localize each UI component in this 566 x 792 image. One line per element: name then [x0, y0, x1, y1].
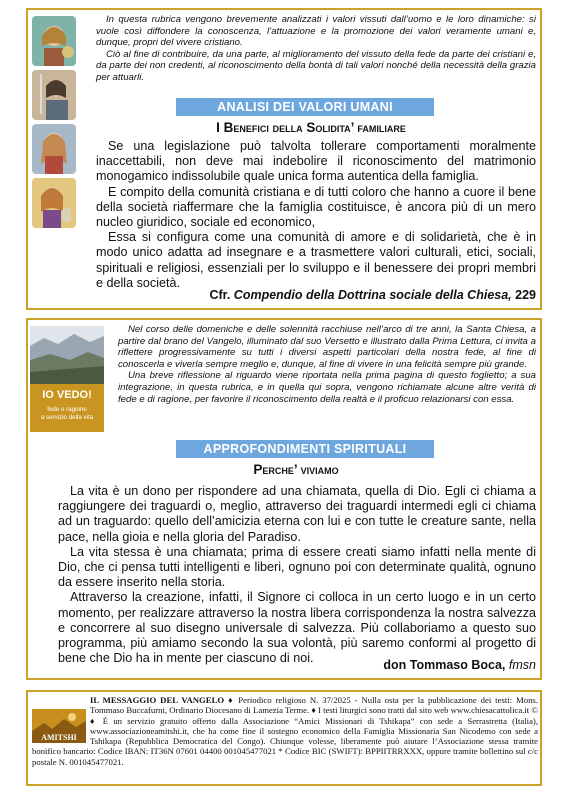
article-title: I Benefici della Solidita’ familiare — [216, 120, 406, 135]
article-body — [58, 484, 536, 666]
body-paragraph: La vita è un dono per rispondere ad una chiamata, quella di Dio. Egli ci chiama a raggiungere dei traguardi o, meglio, attraverso dei traguardi intermedi egli ci chiama ad un traguardo: quello dell’amicizia eterna con lui e con tutte le creature sante, nella pace, nella gioia e nella gloria del Paradiso. — [58, 484, 536, 544]
portrait-woman-mirror-image — [32, 16, 76, 66]
spiritual-section — [26, 318, 542, 680]
signature — [58, 658, 536, 672]
io-vedo-logo — [30, 326, 104, 432]
body-paragraph: Essa si configura come una comunità di amore e di solidarietà, che è in modo unico adatta ad insegnare e a trasmettere valori culturali, etici, sociali, spirituali e religiosi, essenziali per lo sviluppo e il benessere dei propri membri e della società. — [96, 230, 536, 290]
article-title: Perche’ viviamo — [253, 462, 339, 477]
body-paragraph: E compito della comunità cristiana e di tutti coloro che hanno a cuore il bene della società riaffermare che la famiglia costituisce, è ancora più di un mero nucleo giuridico, sociale ed economico, — [96, 184, 536, 230]
footer-box — [26, 690, 542, 786]
masthead: IL MESSAGGIO DEL VANGELO — [90, 695, 225, 705]
body-paragraph: Se una legislazione può talvolta tollerare comportamenti moralmente inaccettabili, non deve mai indebolire il riconoscimento del matrimonio monogamico indissolubile quale unica forma autentica della famiglia. — [96, 139, 536, 184]
portrait-woman-sword-image — [32, 70, 76, 120]
body-paragraph: La vita stessa è una chiamata; prima di essere creati siamo infatti nella mente di Dio, che ci pensa tutti intelligenti e liberi, ognuno poi con determinate qualità, ognuno da essere inserito nella storia. — [58, 544, 536, 590]
logo-subtitle — [30, 401, 104, 422]
signature-name: don Tommaso Boca, — [383, 658, 506, 672]
intro-paragraph: Una breve riflessione al riguardo viene riportata nella prima pagina di questo foglietto; a sua integrazione, in questa rubrica, e in quella qui sopra, vengono richiamate alcune altre verità di fede e di ragione, per favorire il riconoscimento della realtà e il proficuo relazionarsi con essa. — [118, 370, 536, 405]
footer-text — [32, 695, 538, 767]
logo-line: fede e ragione — [47, 406, 87, 413]
logo-text: AMITSHI — [41, 733, 77, 742]
article-body — [96, 139, 536, 291]
body-paragraph: Attraverso la creazione, infatti, il Signore ci colloca in un certo luogo e in un certo momento, per realizzare attraverso la nostra libera corrispondenza la nostra salvezza e concorrere al suo disegno universale di salvezza. Più collaboriamo a questo suo programma, più amiamo secondo la sua volontà, più saremo conformi al progetto di bene che Dio ha in mente per ciascuno di noi. — [58, 590, 536, 666]
section-banner: ANALISI DEI VALORI UMANI — [176, 98, 434, 116]
intro-paragraph: Nel corso delle domeniche e delle solennità racchiuse nell’arco di tre anni, la Santa Chiesa, a partire dal brano del Vangelo, illuminato dal suo Versetto e illustrato dalla Prima Lettura, ci invita a riflettere progressivamente su tutti i diversi aspetti particolari della nostra fede, al fine di conoscerla e viverla sempre meglio e, dunque, al fine di vivere in una felicità sempre più grande. — [118, 324, 536, 370]
intro-paragraph: Ciò al fine di contribuire, da una parte, al miglioramento del vissuto della fede da parte dei cristiani e, da parte dei non credenti, al riconoscimento della bontà di tali valori nonché della necessità della grazia per attuarli. — [96, 48, 536, 83]
logo-line: a servizio della vita — [40, 414, 94, 421]
signature-order: fmsn — [508, 658, 536, 672]
logo-title: IO VEDO! — [42, 389, 92, 401]
logo-panel — [30, 384, 104, 432]
portrait-woman-jar-image — [32, 178, 76, 228]
section-banner: APPROFONDIMENTI SPIRITUALI — [176, 440, 434, 458]
values-section — [26, 8, 542, 310]
portrait-woman-prayer-image — [32, 124, 76, 174]
landscape-photo — [30, 326, 104, 384]
citation-title: Compendio della Dottrina sociale della Chiesa, — [233, 288, 512, 302]
spiritual-intro — [118, 324, 536, 405]
citation — [96, 288, 536, 302]
citation-prefix: Cfr. — [209, 288, 231, 302]
citation-number: 229 — [515, 288, 536, 302]
intro-paragraph: In questa rubrica vengono brevemente analizzati i valori vissuti dall’uomo e le loro dinamiche: si vuole così diffondere la conoscenza, l’attuazione e la promozione dei valori veramente umani e, dunque, propri del vivere cristiano. — [96, 14, 536, 49]
footer-body: ♦ Periodico religioso N. 37/2025 - Nulla osta per la pubblicazione dei testi: Mons. Tommaso Buccafurni, Ordinario Diocesano di Lamezia Terme. ♦ I testi liturgici sono tratti dal sito web www.chiesacattolica.it © ♦ È un servizio gratuito offerto dalla Associazione “Amici Missionari di Tshikapa” con sede a Serrastretta (Italia), www.associazioneamitshi.it, che ha come fine il sostegno economico della Famiglia Missionaria San Nicodemo con sede a Tshikapa (Repubblica Democratica del Congo). Chiunque volesse, liberamente può aiutare l’Associazione stessa tramite bonifico bancario: Codice IBAN: IT36N 07601 04400 001045477021 * Codice BIC (SWIFT): BPPIITRRXXX, oppure tramite bollettino sul c/c postale N. 001045477021. — [32, 695, 538, 767]
values-intro — [96, 14, 536, 84]
